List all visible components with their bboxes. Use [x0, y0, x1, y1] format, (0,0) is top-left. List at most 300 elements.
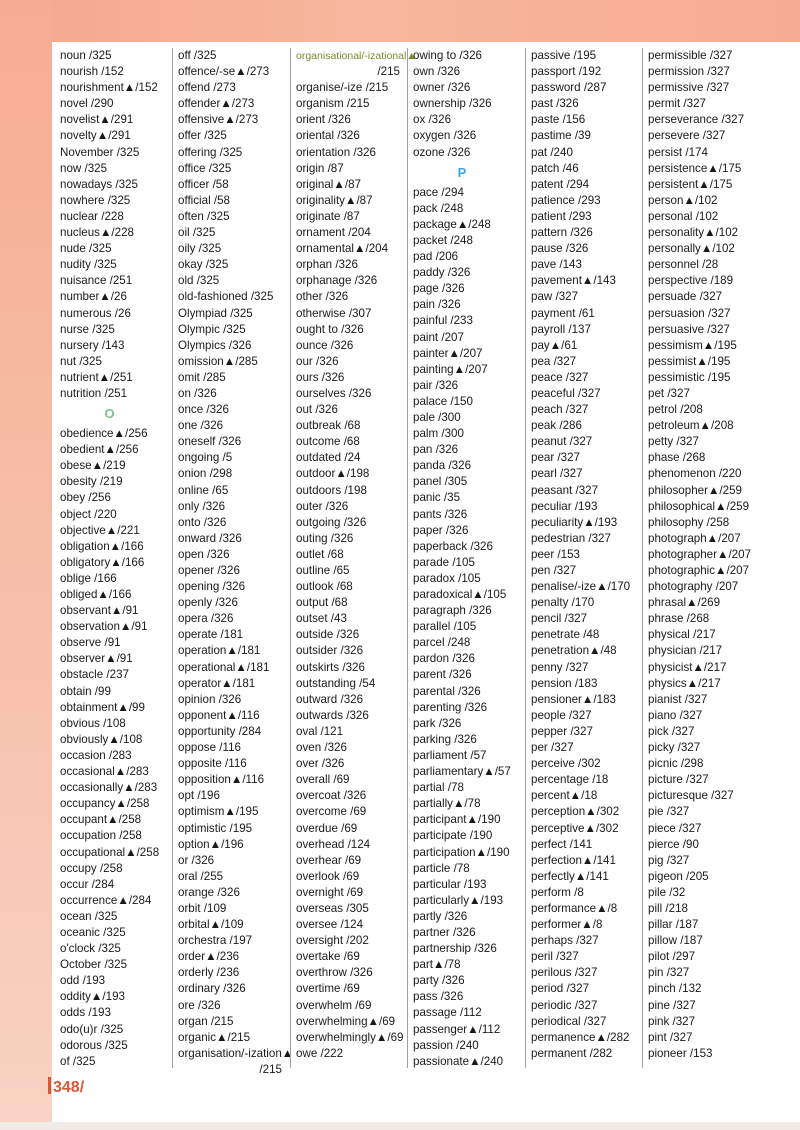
- index-entry: ours /326: [296, 370, 345, 384]
- index-entry: operator▲/181: [178, 676, 256, 690]
- index-entry: pale /300: [413, 410, 461, 424]
- index-entry: ownership /326: [413, 97, 492, 111]
- index-entry: obtainment▲/99: [60, 700, 145, 714]
- index-entry: pan /326: [413, 443, 459, 457]
- index-entry: partially▲/78: [413, 797, 481, 811]
- index-entry: ounce /326: [296, 338, 354, 352]
- index-entry: patient /293: [531, 209, 592, 223]
- index-entry: panel /305: [413, 475, 468, 489]
- index-entry: object /220: [60, 507, 117, 521]
- index-entry: oversee /124: [296, 918, 364, 932]
- index-column-4: [413, 48, 511, 1070]
- index-entry: over /326: [296, 757, 345, 771]
- index-entry: oven /326: [296, 741, 347, 755]
- index-entry: paradox /105: [413, 571, 481, 585]
- index-entry: o'clock /325: [60, 942, 121, 956]
- index-entry: outward /326: [296, 692, 364, 706]
- index-entry: park /326: [413, 716, 462, 730]
- index-entry: Olympic /325: [178, 322, 246, 336]
- index-entry: opt /196: [178, 789, 220, 803]
- page-number: [48, 1077, 84, 1097]
- index-entry: permanent /282: [531, 1046, 613, 1060]
- index-column-1: [60, 48, 159, 1070]
- index-entry: palace /150: [413, 394, 473, 408]
- index-entry: passionate▲/240: [413, 1054, 504, 1068]
- index-entry: peanut /327: [531, 435, 593, 449]
- index-entry: occurrence▲/284: [60, 893, 152, 907]
- index-entry: passion /240: [413, 1038, 479, 1052]
- index-entry: /215: [377, 65, 400, 79]
- index-entry: ornamental▲/204: [296, 242, 389, 256]
- index-entry: parenting /326: [413, 700, 488, 714]
- index-entry: opening /326: [178, 580, 246, 594]
- index-entry: onion /298: [178, 467, 233, 481]
- index-entry: paw /327: [531, 290, 579, 304]
- index-entry: pace /294: [413, 185, 464, 199]
- index-entry: obligatory▲/166: [60, 555, 145, 569]
- index-entry: October /325: [60, 958, 128, 972]
- index-entry: passenger▲/112: [413, 1022, 501, 1036]
- index-entry: oxygen /326: [413, 129, 477, 143]
- index-entry: philosophy /258: [648, 515, 730, 529]
- index-entry: peer /153: [531, 547, 580, 561]
- index-entry: password /287: [531, 81, 607, 95]
- index-entry: nowadays /325: [60, 177, 138, 191]
- index-entry: peak /286: [531, 419, 582, 433]
- index-entry: penetration▲/48: [531, 644, 617, 658]
- index-entry: parade /105: [413, 555, 475, 569]
- index-entry: only /326: [178, 499, 226, 513]
- index-entry: overnight /69: [296, 885, 364, 899]
- index-entry: paste /156: [531, 113, 586, 127]
- index-entry: number▲/26: [60, 290, 127, 304]
- index-entry: ordinary /326: [178, 982, 246, 996]
- index-entry: participation▲/190: [413, 845, 510, 859]
- index-entry: online /65: [178, 483, 229, 497]
- index-entry: permissive /327: [648, 81, 730, 95]
- index-entry: occur /284: [60, 877, 115, 891]
- index-entry: out /326: [296, 403, 338, 417]
- index-entry: occasion /283: [60, 748, 132, 762]
- index-entry: openly /326: [178, 596, 238, 610]
- index-entry: outstanding /54: [296, 676, 376, 690]
- index-entry: orderly /236: [178, 966, 240, 980]
- index-entry: onward /326: [178, 531, 242, 545]
- index-entry: opportunity /284: [178, 724, 262, 738]
- index-entry: paint /207: [413, 330, 464, 344]
- index-entry: origin /87: [296, 161, 344, 175]
- index-entry: pause /326: [531, 242, 589, 256]
- index-entry: organisational/-izational▲: [296, 50, 417, 62]
- index-entry: patience /293: [531, 193, 601, 207]
- index-entry: obtain /99: [60, 684, 111, 698]
- index-entry: personally▲/102: [648, 242, 735, 256]
- index-entry: occupy /258: [60, 861, 123, 875]
- index-entry: organise/-ize /215: [296, 81, 389, 95]
- index-entry: November /325: [60, 145, 140, 159]
- index-entry: oppose /116: [178, 741, 241, 755]
- index-entry: penny /327: [531, 660, 589, 674]
- index-entry: objective▲/221: [60, 523, 140, 537]
- index-entry: once /326: [178, 403, 229, 417]
- index-entry: owner /326: [413, 81, 471, 95]
- index-entry: pierce /90: [648, 837, 699, 851]
- index-entry: piece /327: [648, 821, 702, 835]
- index-entry: now /325: [60, 161, 108, 175]
- page-number-value: 348: [53, 1079, 80, 1096]
- index-entry: perfection▲/141: [531, 853, 616, 867]
- index-entry: pension /183: [531, 676, 598, 690]
- index-entry: photograph▲/207: [648, 531, 741, 545]
- index-entry: permissible /327: [648, 49, 733, 62]
- index-entry: per /327: [531, 741, 574, 755]
- index-entry: occupancy▲/258: [60, 797, 150, 811]
- index-entry: pen /327: [531, 564, 577, 577]
- index-entry: picnic /298: [648, 757, 704, 771]
- index-entry: permit /327: [648, 97, 706, 111]
- index-column-5: [531, 48, 630, 1062]
- index-entry: pad /206: [413, 250, 459, 264]
- index-entry: oceanic /325: [60, 925, 126, 939]
- index-entry: obedience▲/256: [60, 427, 148, 441]
- index-entry: person▲/102: [648, 193, 718, 207]
- index-entry: offensive▲/273: [178, 113, 259, 127]
- index-entry: orphanage /326: [296, 274, 378, 288]
- index-entry: partnership /326: [413, 942, 497, 956]
- index-entry: outdoors /198: [296, 483, 367, 497]
- index-entry: nudity /325: [60, 258, 117, 272]
- index-entry: owing to /326: [413, 49, 482, 62]
- index-entry: on /326: [178, 386, 217, 400]
- index-entry: observe /91: [60, 636, 121, 650]
- index-entry: overwhelming▲/69: [296, 1014, 396, 1028]
- index-entry: pearl /327: [531, 467, 583, 481]
- index-entry: pass /326: [413, 990, 464, 1004]
- index-entry: painting▲/207: [413, 362, 488, 376]
- index-entry: nut /325: [60, 354, 102, 368]
- index-entry: overseas /305: [296, 901, 369, 915]
- index-entry: ore /326: [178, 998, 221, 1012]
- index-entry: outwards /326: [296, 708, 369, 722]
- index-entry: orchestra /197: [178, 934, 253, 948]
- index-entry: order▲/236: [178, 950, 240, 964]
- index-entry: occasional▲/283: [60, 765, 149, 779]
- index-entry: particularly▲/193: [413, 893, 504, 907]
- index-entry: perceive /302: [531, 757, 601, 771]
- index-entry: persistent▲/175: [648, 177, 733, 191]
- index-entry: perform /8: [531, 885, 584, 899]
- index-entry: periodic /327: [531, 998, 598, 1012]
- index-entry: pile /32: [648, 885, 686, 899]
- index-entry: pardon /326: [413, 652, 475, 666]
- index-entry: omit /285: [178, 370, 226, 384]
- index-entry: parking /326: [413, 732, 477, 746]
- index-entry: petrol /208: [648, 403, 703, 417]
- index-entry: nuisance /251: [60, 274, 133, 288]
- index-entry: occupational▲/258: [60, 845, 160, 859]
- index-entry: operation▲/181: [178, 644, 261, 658]
- index-entry: orbital▲/109: [178, 918, 244, 932]
- index-entry: oil /325: [178, 226, 216, 240]
- index-entry: overcoat /326: [296, 789, 367, 803]
- index-entry: opposite /116: [178, 757, 247, 771]
- index-entry: pay▲/61: [531, 338, 578, 352]
- index-entry: officer /58: [178, 177, 229, 191]
- index-entry: permission /327: [648, 65, 730, 79]
- index-column-3: [296, 48, 417, 1062]
- index-entry: pie /327: [648, 805, 690, 819]
- index-entry: performer▲/8: [531, 918, 603, 932]
- index-entry: peculiarity▲/193: [531, 515, 618, 529]
- index-entry: particle /78: [413, 861, 470, 875]
- index-entry: outer /326: [296, 499, 349, 513]
- index-entry: ought to /326: [296, 322, 364, 336]
- index-entry: particular /193: [413, 877, 487, 891]
- index-entry: outlet /68: [296, 547, 344, 561]
- index-entry: originality▲/87: [296, 193, 373, 207]
- index-entry: physician /217: [648, 644, 723, 658]
- index-entry: phase /268: [648, 451, 706, 465]
- index-entry: palm /300: [413, 427, 464, 441]
- index-entry: odo(u)r /325: [60, 1022, 124, 1036]
- index-entry: pessimistic /195: [648, 370, 731, 384]
- index-entry: pet /327: [648, 386, 690, 400]
- index-entry: paperback /326: [413, 539, 493, 553]
- index-entry: oriental /326: [296, 129, 360, 143]
- index-entry: organic▲/215: [178, 1030, 251, 1044]
- index-entry: orient /326: [296, 113, 351, 127]
- index-entry: pessimism▲/195: [648, 338, 737, 352]
- index-entry: piano /327: [648, 708, 703, 722]
- index-entry: nucleus▲/228: [60, 226, 135, 240]
- index-entry: packet /248: [413, 233, 473, 247]
- index-entry: overdue /69: [296, 821, 358, 835]
- index-entry: panda /326: [413, 459, 472, 473]
- index-entry: phrasal▲/269: [648, 596, 721, 610]
- index-entry: outside /326: [296, 628, 360, 642]
- index-entry: petty /327: [648, 435, 699, 449]
- index-entry: pastime /39: [531, 129, 591, 143]
- index-entry: nowhere /325: [60, 193, 131, 207]
- index-entry: past /326: [531, 97, 579, 111]
- index-entry: option▲/196: [178, 837, 244, 851]
- index-entry: paper /326: [413, 523, 469, 537]
- index-entry: office /325: [178, 161, 232, 175]
- bottom-scan-edge: [0, 1122, 800, 1130]
- index-entry: occasionally▲/283: [60, 781, 158, 795]
- index-entry: novel /290: [60, 97, 114, 111]
- index-entry: pianist /327: [648, 692, 708, 706]
- index-entry: picky /327: [648, 741, 701, 755]
- index-entry: penetrate /48: [531, 628, 600, 642]
- index-entry: persuade /327: [648, 290, 723, 304]
- index-entry: often /325: [178, 209, 230, 223]
- index-entry: old-fashioned /325: [178, 290, 274, 304]
- index-entry: overcome /69: [296, 805, 367, 819]
- index-entry: offer /325: [178, 129, 227, 143]
- index-entry: overtime /69: [296, 982, 360, 996]
- index-entry: /215: [259, 1062, 282, 1076]
- index-entry: okay /325: [178, 258, 229, 272]
- index-entry: oversight /202: [296, 934, 369, 948]
- index-entry: pack /248: [413, 201, 464, 215]
- index-entry: perseverance /327: [648, 113, 745, 127]
- index-entry: outsider /326: [296, 644, 364, 658]
- index-entry: opposition▲/116: [178, 773, 265, 787]
- index-entry: pessimist▲/195: [648, 354, 731, 368]
- index-entry: opponent▲/116: [178, 708, 260, 722]
- index-entry: novelty▲/291: [60, 129, 131, 143]
- index-entry: passage /112: [413, 1006, 482, 1020]
- index-entry: offering /325: [178, 145, 243, 159]
- index-entry: or /326: [178, 853, 215, 867]
- index-entry: overhear /69: [296, 853, 362, 867]
- section-letter: P: [457, 164, 467, 180]
- index-entry: nutrition /251: [60, 386, 128, 400]
- index-entry: passive /195: [531, 49, 597, 62]
- index-entry: pavement▲/143: [531, 274, 616, 288]
- index-entry: occupant▲/258: [60, 813, 142, 827]
- index-entry: perceptive▲/302: [531, 821, 619, 835]
- index-entry: picturesque /327: [648, 789, 734, 803]
- page-number-suffix: /: [79, 1079, 85, 1096]
- index-entry: offend /273: [178, 81, 236, 95]
- index-entry: one /326: [178, 419, 224, 433]
- index-entry: phrase /268: [648, 612, 710, 626]
- index-entry: patent /294: [531, 177, 590, 191]
- index-entry: overwhelmingly▲/69: [296, 1030, 404, 1044]
- index-entry: penalise/-ize▲/170: [531, 580, 631, 594]
- index-entry: nourish /152: [60, 65, 124, 79]
- index-entry: periodical /327: [531, 1014, 607, 1028]
- index-entry: ornament /204: [296, 226, 371, 240]
- index-entry: outdoor▲/198: [296, 467, 370, 481]
- index-entry: novelist▲/291: [60, 113, 134, 127]
- index-entry: parent /326: [413, 668, 472, 682]
- index-entry: outline /65: [296, 564, 350, 577]
- index-entry: partner /326: [413, 925, 476, 939]
- index-entry: persistence▲/175: [648, 161, 742, 175]
- column-divider: [642, 48, 643, 1068]
- index-entry: pea /327: [531, 354, 577, 368]
- index-entry: oral /255: [178, 869, 224, 883]
- index-entry: observer▲/91: [60, 652, 133, 666]
- index-entry: party /326: [413, 974, 465, 988]
- index-entry: philosopher▲/259: [648, 483, 742, 497]
- index-entry: part▲/78: [413, 958, 461, 972]
- index-entry: photography /207: [648, 580, 739, 594]
- index-entry: outbreak /68: [296, 419, 361, 433]
- index-entry: optimism▲/195: [178, 805, 259, 819]
- index-entry: overlook /69: [296, 869, 360, 883]
- index-entry: numerous /26: [60, 306, 131, 320]
- index-entry: peasant /327: [531, 483, 599, 497]
- index-entry: paddy /326: [413, 266, 471, 280]
- index-entry: omission▲/285: [178, 354, 258, 368]
- index-entry: pink /327: [648, 1014, 696, 1028]
- index-entry: pioneer /153: [648, 1046, 713, 1060]
- index-entry: painter▲/207: [413, 346, 483, 360]
- index-entry: obedient▲/256: [60, 443, 139, 457]
- index-entry: pin /327: [648, 966, 690, 980]
- index-entry: overall /69: [296, 773, 350, 787]
- index-entry: partial /78: [413, 781, 464, 795]
- index-entry: old /325: [178, 274, 220, 288]
- index-entry: paragraph /326: [413, 604, 492, 618]
- index-entry: photographer▲/207: [648, 547, 752, 561]
- index-entry: parcel /248: [413, 636, 471, 650]
- index-entry: owe /222: [296, 1046, 344, 1060]
- index-entry: oddity▲/193: [60, 990, 125, 1004]
- index-entry: obviously▲/108: [60, 732, 143, 746]
- index-entry: odd /193: [60, 974, 106, 988]
- index-entry: ozone /326: [413, 145, 471, 159]
- index-entry: pillar /187: [648, 918, 699, 932]
- index-entry: period /327: [531, 982, 590, 996]
- index-entry: oily /325: [178, 242, 222, 256]
- index-entry: persist /174: [648, 145, 708, 159]
- index-entry: perhaps /327: [531, 934, 599, 948]
- index-entry: personal /102: [648, 209, 719, 223]
- index-entry: pillow /187: [648, 934, 703, 948]
- index-entry: overthrow /326: [296, 966, 373, 980]
- index-entry: observant▲/91: [60, 604, 139, 618]
- index-entry: pair /326: [413, 378, 459, 392]
- index-entry: personality▲/102: [648, 226, 739, 240]
- index-entry: organisation/-ization▲: [178, 1046, 294, 1060]
- index-entry: package▲/248: [413, 217, 491, 231]
- index-entry: off /325: [178, 49, 217, 62]
- index-entry: peril /327: [531, 950, 579, 964]
- index-entry: nude /325: [60, 242, 112, 256]
- index-entry: overhead /124: [296, 837, 371, 851]
- index-entry: obey /256: [60, 491, 111, 505]
- index-entry: perilous /327: [531, 966, 598, 980]
- index-entry: operate /181: [178, 628, 244, 642]
- index-entry: pencil /327: [531, 612, 588, 626]
- index-entry: oneself /326: [178, 435, 242, 449]
- index-entry: percent▲/18: [531, 789, 598, 803]
- index-entry: pat /240: [531, 145, 573, 159]
- index-entry: obesity /219: [60, 475, 123, 489]
- index-entry: own /326: [413, 65, 461, 79]
- index-entry: personnel /28: [648, 258, 719, 272]
- column-divider: [172, 48, 173, 1068]
- index-entry: outdated /24: [296, 451, 361, 465]
- index-entry: nourishment▲/152: [60, 81, 158, 95]
- index-entry: operational▲/181: [178, 660, 270, 674]
- index-entry: pill /218: [648, 901, 688, 915]
- index-entry: obliged▲/166: [60, 588, 132, 601]
- index-entry: pilot /297: [648, 950, 696, 964]
- index-entry: opinion /326: [178, 692, 242, 706]
- index-entry: pensioner▲/183: [531, 692, 616, 706]
- index-entry: peach /327: [531, 403, 589, 417]
- index-entry: page /326: [413, 282, 465, 296]
- index-entry: pave /143: [531, 258, 582, 272]
- index-entry: noun /325: [60, 49, 112, 62]
- index-entry: observation▲/91: [60, 620, 148, 634]
- index-entry: parental /326: [413, 684, 481, 698]
- index-entry: physics▲/217: [648, 676, 721, 690]
- index-entry: orbit /109: [178, 901, 227, 915]
- index-entry: nursery /143: [60, 338, 125, 352]
- index-entry: ocean /325: [60, 909, 118, 923]
- index-entry: peace /327: [531, 370, 589, 384]
- index-entry: offence/-se▲/273: [178, 65, 270, 79]
- index-entry: payment /61: [531, 306, 595, 320]
- index-entry: orphan /326: [296, 258, 358, 272]
